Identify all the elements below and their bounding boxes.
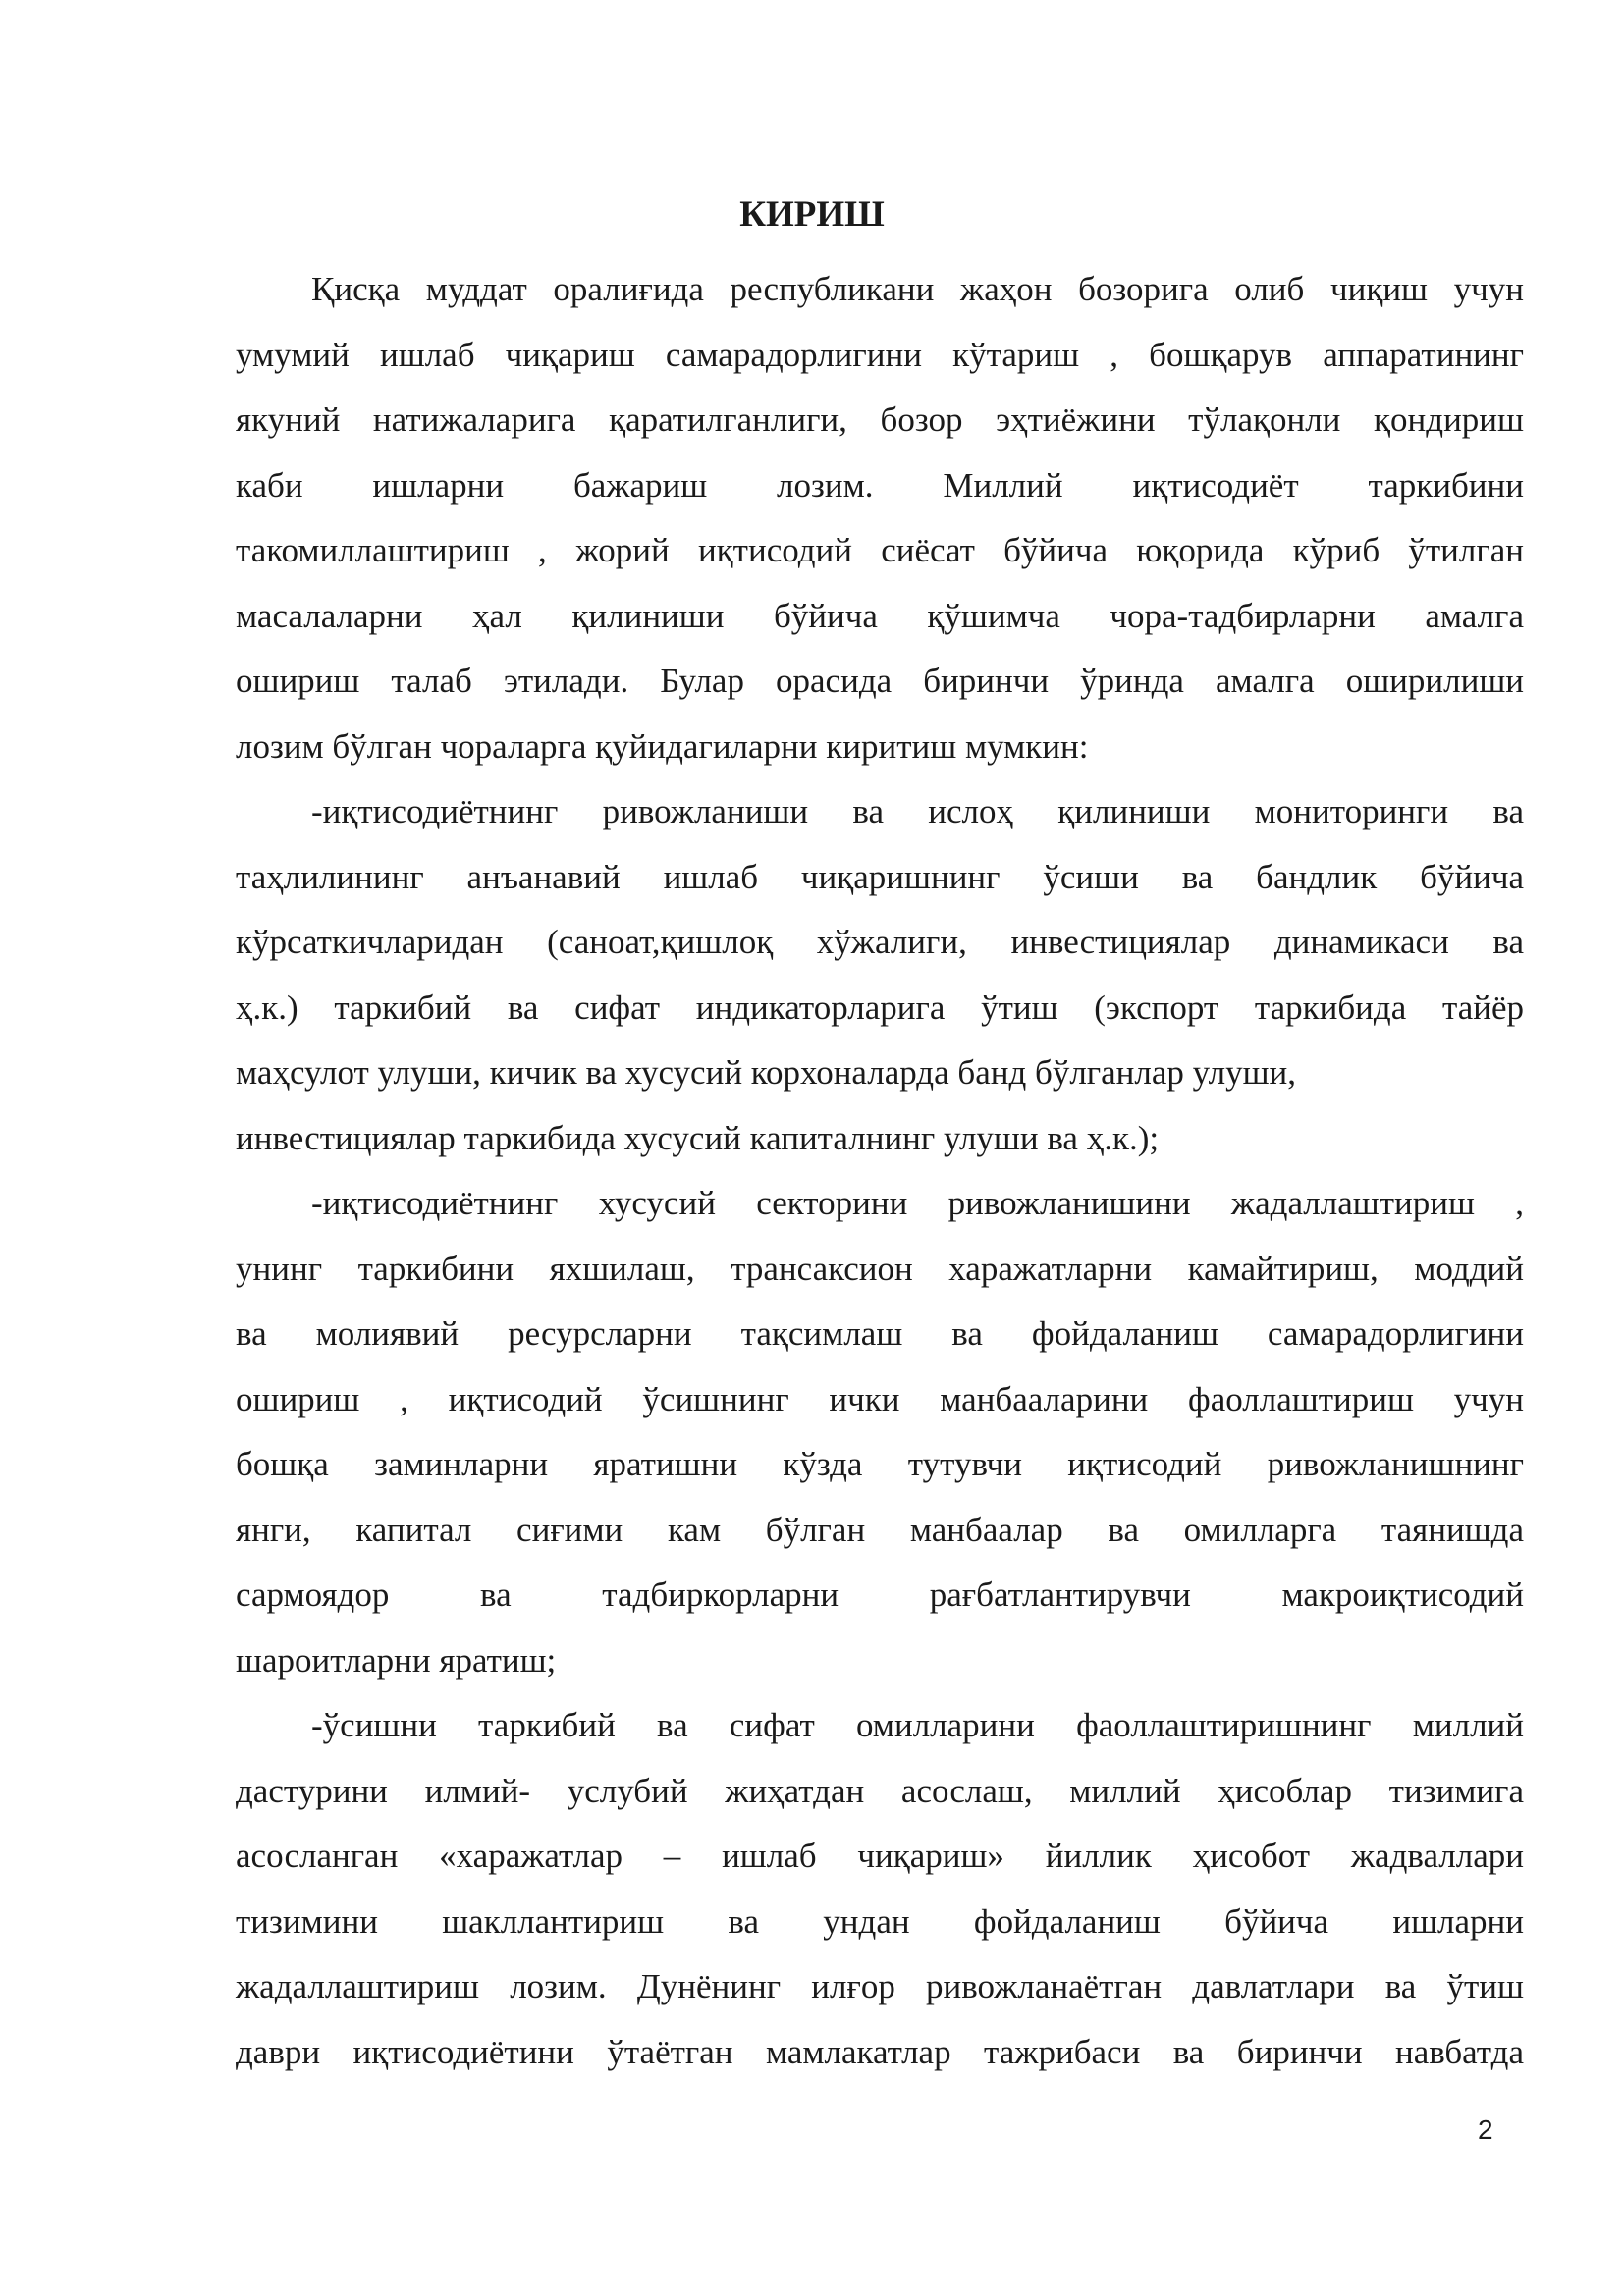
text-line: ошириш , иқтисодий ўсишнинг ички манбааларини фаоллаштириш учун: [236, 1379, 1524, 1418]
text-line: такомиллаштириш , жорий иқтисодий сиёсат бўйича юқорида кўриб ўтилган: [236, 531, 1524, 569]
body-text: [236, 257, 1524, 2085]
text-line: каби ишларни бажариш лозим. Миллий иқтисодиёт таркибини: [236, 465, 1524, 505]
text-line: тизимини шакллантириш ва ундан фойдаланиш бўйича ишларни: [236, 1901, 1524, 1941]
text-line: -иқтисодиётнинг хусусий секторини ривожланишини жадаллаштириш ,: [311, 1184, 1524, 1222]
text-line: масалаларни ҳал қилиниши бўйича қўшимча чора-тадбирларни амалга: [236, 596, 1524, 635]
text-line: жадаллаштириш лозим. Дунёнинг илғор ривожланаётган давлатлари ва ўтиш: [236, 1967, 1524, 2005]
text-line: дастурини илмий- услубий жиҳатдан асослаш, миллий ҳисоблар тизимига: [236, 1771, 1524, 1810]
text-line: -иқтисодиётнинг ривожланиши ва ислоҳ қилиниши мониторинги ва: [311, 792, 1524, 830]
text-line: таҳлилининг анъанавий ишлаб чиқаришнинг ўсиши ва бандлик бўйича: [236, 857, 1524, 896]
text-line: кўрсаткичларидан (саноат,қишлоқ хўжалиги, инвестициялар динамикаси ва: [236, 923, 1524, 961]
text-line: лозим бўлган чораларга қуйидагиларни киритиш мумкин:: [236, 726, 1089, 766]
text-line: инвестициялар таркибида хусусий капиталнинг улуши ва ҳ.к.);: [236, 1118, 1160, 1157]
text-line: якуний натижаларига қаратилганлиги, бозор эҳтиёжини тўлақонли қондириш: [236, 400, 1524, 439]
text-line: Қисқа муддат оралиғида республикани жаҳон бозорига олиб чиқиш учун: [311, 270, 1524, 308]
text-line: ва молиявий ресурсларни тақсимлаш ва фойдаланиш самарадорлигини: [236, 1314, 1524, 1353]
text-line: асосланган «харажатлар – ишлаб чиқариш» йиллик ҳисобот жадваллари: [236, 1837, 1524, 1875]
text-line: умумий ишлаб чиқариш самарадорлигини кўтариш , бошқарув аппаратининг: [236, 335, 1524, 374]
text-line: сармоядор ва тадбиркорларни рағбатлантирувчи макроиқтисодий: [236, 1575, 1524, 1614]
text-line: шароитларни яратиш;: [236, 1640, 557, 1680]
text-line: -ўсишни таркибий ва сифат омилларини фаоллаштиришнинг миллий: [311, 1706, 1524, 1744]
page-number: 2: [1478, 2114, 1493, 2145]
text-line: ҳ.к.) таркибий ва сифат индикаторларига ўтиш (экспорт таркибида тайёр: [236, 988, 1524, 1027]
text-line: ошириш талаб этилади. Булар орасида биринчи ўринда амалга оширилиши: [236, 662, 1524, 700]
page-heading: КИРИШ: [739, 194, 885, 235]
text-line: унинг таркибини яхшилаш, трансаксион харажатларни камайтириш, моддий: [236, 1249, 1524, 1288]
text-line: бошқа заминларни яратишни кўзда тутувчи иқтисодий ривожланишнинг: [236, 1445, 1524, 1483]
text-line: даври иқтисодиётини ўтаётган мамлакатлар тажрибаси ва биринчи навбатда: [236, 2032, 1524, 2071]
text-line: маҳсулот улуши, кичик ва хусусий корхоналарда банд бўлганлар улуши,: [236, 1053, 1297, 1092]
text-line: янги, капитал сиғими кам бўлган манбаалар ва омилларга таянишда: [236, 1510, 1524, 1549]
